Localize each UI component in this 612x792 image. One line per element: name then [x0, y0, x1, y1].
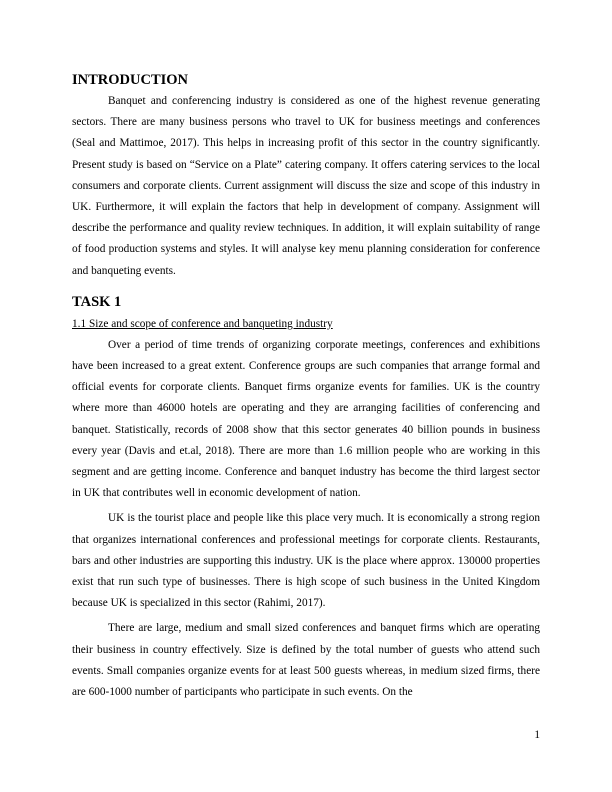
introduction-paragraph: Banquet and conferencing industry is considered as one of the highest revenue generating sectors. There are many business persons who travel to UK for business meetings and conferences (Seal and Mattimoe, 2017). This helps in increasing profit of this sector in the country significantly. Present study is based on “Service on a Plate” catering company. It offers catering services to the local consumers and corporate clients. Current assignment will discuss the size and scope of this industry in UK. Furthermore, it will explain the factors that help in development of company. Assignment will describe the performance and quality review techniques. In addition, it will explain suitability of range of food production systems and styles. It will analyse key menu planning consideration for conference and banqueting events.	[72, 95, 540, 277]
task1-paragraph-3: There are large, medium and small sized conferences and banquet firms which are operating their business in country effectively. Size is defined by the total number of guests who attend such events. Small companies organize events for at least 500 guests whereas, in medium sized firms, there are 600-1000 number of participants who participate in such events. On the	[72, 622, 540, 699]
introduction-heading: INTRODUCTION	[72, 72, 189, 88]
task1-paragraph-1: Over a period of time trends of organizing corporate meetings, conferences and exhibitions have been increased to a great extent. Conference groups are such companies that arrange formal and official events for corporate clients. Banquet firms organize events for families. UK is the country where more than 46000 hotels are operating and they are arranging facilities of conferencing and banquet. Statistically, records of 2008 show that this sector generates 40 billion pounds in business every year (Davis and et.al, 2018). There are more than 1.6 million people who are working in this segment and are getting income. Conference and banquet industry has become the third largest sector in UK that contributes well in economic development of nation.	[72, 338, 540, 500]
task1-subheading: 1.1 Size and scope of conference and banqueting industry	[72, 317, 333, 330]
task1-paragraph-2: UK is the tourist place and people like this place very much. It is economically a strong region that organizes international conferences and professional meetings for corporate clients. Restaurants, bars and other industries are supporting this industry. UK is the place where approx. 130000 properties exist that run such type of businesses. There is high scope of such business in the United Kingdom because UK is specialized in this sector (Rahimi, 2017).	[72, 512, 540, 610]
page-number: 1	[534, 729, 540, 741]
task1-heading: TASK 1	[72, 293, 122, 310]
